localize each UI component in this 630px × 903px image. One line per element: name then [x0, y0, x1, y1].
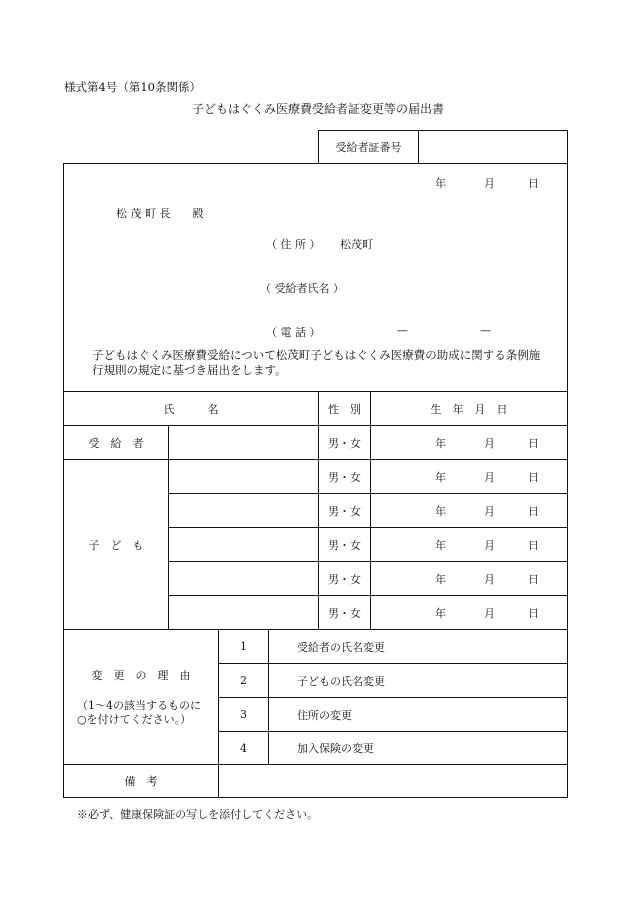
child-name-cell-1[interactable]: [169, 460, 318, 493]
child-birth-year-1: 年: [435, 471, 446, 484]
footer-note: ※必ず、健康保険証の写しを添付してください。: [77, 808, 319, 821]
reason-number-2[interactable]: 2: [240, 674, 247, 687]
recipient-birth-year: 年: [435, 437, 446, 450]
reasons-label: 変 更 の 理 由: [91, 669, 191, 682]
phone-label: （ 電 話 ）: [266, 326, 321, 339]
child-birth-month-4: 月: [484, 573, 495, 586]
child-name-cell-3[interactable]: [169, 528, 318, 561]
child-birth-day-3: 日: [528, 539, 539, 552]
reason-text-3: 住所の変更: [297, 708, 352, 722]
application-date-day: 日: [528, 177, 539, 190]
child-birth-year-2: 年: [435, 505, 446, 518]
form-number-label: 様式第4号（第10条関係）: [64, 80, 201, 94]
child-birth-day-2: 日: [528, 505, 539, 518]
addressee: 松 茂 町 長 殿: [116, 207, 204, 220]
child-birth-month-1: 月: [484, 471, 495, 484]
application-date-year: 年: [435, 177, 446, 190]
reason-number-3[interactable]: 3: [240, 708, 247, 721]
child-birth-month-2: 月: [484, 505, 495, 518]
declaration-line-2: 行規則の規定に基づき届出をします。: [92, 363, 287, 377]
address-value[interactable]: 松茂町: [340, 238, 373, 251]
cert-number-label: 受給者証番号: [335, 140, 402, 154]
recipient-name-cell[interactable]: [169, 426, 318, 459]
address-label: （ 住 所 ）: [266, 238, 321, 251]
child-gender-cell-5[interactable]: 男・女: [328, 606, 361, 620]
phone-dash-2: —: [480, 324, 491, 337]
children-label: 子 ど も: [88, 538, 144, 552]
child-name-cell-5[interactable]: [169, 596, 318, 629]
child-birth-year-3: 年: [435, 539, 446, 552]
child-gender-cell-1[interactable]: 男・女: [328, 470, 361, 484]
recipient-gender-cell[interactable]: 男・女: [328, 436, 361, 450]
header-gender: 性 別: [328, 402, 361, 416]
reason-number-1[interactable]: 1: [240, 640, 247, 653]
child-birth-day-4: 日: [528, 573, 539, 586]
child-name-cell-4[interactable]: [169, 562, 318, 595]
header-name: 氏 名: [163, 402, 219, 416]
reasons-note-line-2: ○を付けてください。）: [77, 713, 192, 726]
child-birth-month-5: 月: [484, 607, 495, 620]
remarks-label: 備 考: [124, 775, 158, 788]
recipient-row-label: 受 給 者: [88, 436, 144, 450]
remarks-field[interactable]: [219, 765, 567, 797]
recipient-birth-month: 月: [484, 437, 495, 450]
child-name-cell-2[interactable]: [169, 494, 318, 527]
reasons-note-line-1: （1～4の該当するものに: [77, 699, 201, 712]
cert-number-field[interactable]: [419, 131, 567, 162]
child-birth-day-1: 日: [528, 471, 539, 484]
child-gender-cell-4[interactable]: 男・女: [328, 572, 361, 586]
reason-text-1: 受給者の氏名変更: [297, 640, 385, 654]
recipient-name-label: （ 受給者氏名 ）: [260, 282, 344, 295]
recipient-birth-day: 日: [528, 437, 539, 450]
reason-text-4: 加入保険の変更: [297, 742, 374, 755]
child-gender-cell-2[interactable]: 男・女: [328, 504, 361, 518]
reason-number-4[interactable]: 4: [240, 741, 247, 755]
application-date-month: 月: [484, 177, 495, 190]
child-birth-year-5: 年: [435, 607, 446, 620]
child-gender-cell-3[interactable]: 男・女: [328, 538, 361, 552]
reason-text-2: 子どもの氏名変更: [297, 674, 385, 688]
child-birth-day-5: 日: [528, 607, 539, 620]
header-birthdate: 生 年 月 日: [430, 402, 508, 416]
phone-dash-1: —: [397, 324, 408, 337]
form-title: 子どもはぐくみ医療費受給者証変更等の届出書: [192, 102, 445, 116]
child-birth-month-3: 月: [484, 539, 495, 552]
declaration-line-1: 子どもはぐくみ医療費受給について松茂町子どもはぐくみ医療費の助成に関する条例施: [92, 348, 541, 362]
child-birth-year-4: 年: [435, 573, 446, 586]
